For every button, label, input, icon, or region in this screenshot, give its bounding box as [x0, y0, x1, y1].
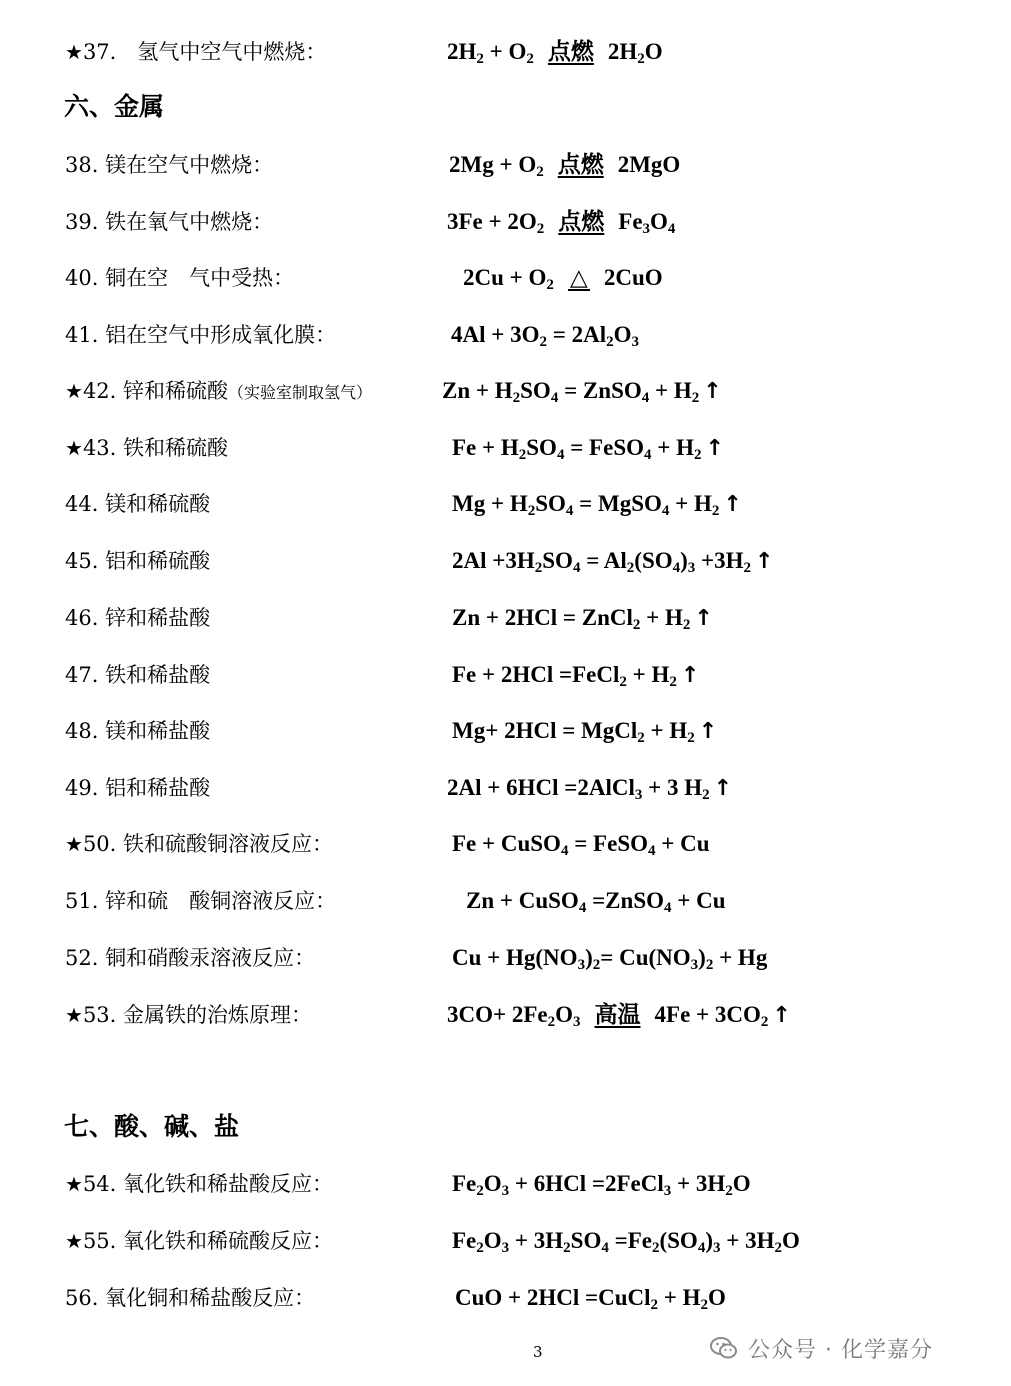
equation-reactants: Mg+ 2HCl = MgCl$_2$ + $H_2$ — [452, 718, 695, 746]
reaction-name: 51. 锌和硫 酸铜溶液反应： — [65, 889, 337, 913]
reaction-condition: 点燃 — [557, 152, 604, 177]
reaction-label — [65, 32, 326, 72]
star-icon: ★ — [65, 379, 83, 403]
reaction-label — [65, 315, 336, 355]
reaction-name: 54. 氧化铁和稀盐酸反应： — [82, 1172, 334, 1196]
reaction-label — [65, 1164, 333, 1204]
chemical-equation — [447, 768, 732, 809]
reaction-row — [0, 824, 1011, 864]
chemical-equation — [452, 938, 767, 978]
chemical-equation — [452, 428, 724, 469]
reaction-name: 39. 铁在氧气中燃烧： — [65, 210, 274, 234]
gas-up-arrow-icon: ↑ — [713, 776, 733, 801]
equation-reactants: $2H_2 + O_2$ — [447, 39, 534, 67]
reaction-name: 47. 铁和稀盐酸 — [65, 663, 211, 687]
reaction-label — [65, 768, 210, 808]
reaction-row — [0, 202, 1011, 242]
equation-products: 2MgO — [617, 152, 681, 177]
star-icon: ★ — [65, 40, 83, 64]
reaction-label — [65, 202, 273, 242]
reaction-label — [65, 655, 210, 695]
reaction-row — [0, 315, 1011, 355]
reaction-note: （实验室制取氢气） — [228, 383, 373, 402]
star-icon: ★ — [65, 436, 83, 460]
chemical-equation — [463, 258, 663, 298]
reaction-row — [0, 258, 1011, 298]
reaction-row — [0, 768, 1011, 808]
watermark — [710, 1328, 933, 1368]
chemical-equation — [452, 711, 717, 752]
reaction-row — [0, 995, 1011, 1035]
equation-reactants: $Cu + Hg(NO_3)_2= Cu(NO_3)_2 + Hg$ — [452, 945, 768, 973]
reaction-label — [65, 711, 210, 751]
reaction-label — [65, 881, 336, 921]
equation-products: 2CuO — [603, 265, 663, 290]
wechat-icon — [710, 1336, 738, 1360]
equation-products: $2H_2O$ — [607, 39, 663, 67]
gas-up-arrow-icon: ↑ — [694, 606, 713, 631]
chemical-equation — [452, 484, 742, 525]
chemical-equation — [452, 598, 713, 639]
reaction-name: 50. 铁和硫酸铜溶液反应： — [82, 832, 334, 856]
reaction-name: 43. 铁和稀硫酸 — [82, 436, 229, 460]
reaction-condition: 点燃 — [547, 39, 594, 64]
reaction-row — [0, 32, 1011, 72]
reaction-name: 56. 氧化铜和稀盐酸反应： — [65, 1286, 316, 1310]
chemical-equation — [447, 32, 663, 72]
reaction-label — [65, 598, 210, 638]
reaction-label — [65, 145, 273, 185]
chemical-equation — [442, 371, 722, 412]
gas-up-arrow-icon: ↑ — [755, 549, 774, 574]
reaction-name: 46. 锌和稀盐酸 — [65, 606, 211, 630]
chemical-equation — [452, 541, 773, 582]
section-heading-metals: 六、金属 — [64, 92, 165, 121]
reaction-condition: 点燃 — [558, 209, 605, 234]
reaction-row — [0, 655, 1011, 695]
reaction-name: 44. 镁和稀硫酸 — [65, 492, 211, 516]
gas-up-arrow-icon: ↑ — [772, 1003, 791, 1028]
chemical-equation — [447, 995, 791, 1036]
reaction-name: 45. 铝和稀硫酸 — [65, 549, 211, 573]
gas-up-arrow-icon: ↑ — [680, 663, 700, 688]
gas-up-arrow-icon: ↑ — [703, 379, 722, 404]
reaction-row — [0, 598, 1011, 638]
chemical-equation — [466, 881, 726, 921]
chemical-equation — [452, 1164, 751, 1204]
equation-reactants: $2Al +3H_2SO_4 = Al_2(SO_4)_3 +3H_2$ — [452, 548, 752, 576]
equation-reactants: $Mg + H_2SO_4$ = MgSO$_4$ + $H_2$ — [452, 491, 720, 519]
reaction-row — [0, 145, 1011, 185]
chemical-equation — [452, 655, 699, 696]
gas-up-arrow-icon: ↑ — [698, 719, 718, 744]
star-icon: ★ — [65, 1172, 83, 1196]
gas-up-arrow-icon: ↑ — [723, 492, 742, 517]
equation-reactants: $2Mg + O_2$ — [449, 152, 544, 180]
reaction-row — [0, 938, 1011, 978]
equation-products: $Fe_3O_4$ — [618, 209, 676, 237]
reaction-label — [65, 1221, 333, 1261]
reaction-row — [0, 371, 1011, 411]
reaction-row — [0, 428, 1011, 468]
reaction-name: 53. 金属铁的治炼原理： — [82, 1003, 313, 1027]
equation-reactants: $Fe_2O_3 + 6HCl$ =2FeCl$_3$ + $3H_2O$ — [452, 1171, 751, 1199]
reaction-name: 41. 铝在空气中形成氧化膜： — [65, 323, 337, 347]
equation-reactants: $Fe + H_2SO_4$ = FeSO$_4$ + $H_2$ — [452, 435, 702, 463]
reaction-label — [65, 371, 372, 413]
equation-reactants: Zn + CuSO$_4$ =ZnSO$_4$ + Cu — [466, 888, 726, 916]
equation-reactants: Fe + 2HCl =FeCl$_2$ + $H_2$ — [452, 662, 677, 690]
section-heading-acids-bases-salts: 七、酸、碱、盐 — [64, 1112, 240, 1141]
reaction-label — [65, 258, 294, 298]
equation-reactants: $3CO+ 2Fe_2O_3$ — [447, 1002, 581, 1030]
star-icon: ★ — [65, 1003, 83, 1027]
watermark-text: 公众号 · 化学嘉分 — [748, 1337, 933, 1363]
chemical-equation — [452, 824, 710, 864]
chemical-equation — [455, 1278, 726, 1318]
reaction-name: 52. 铜和硝酸汞溶液反应： — [65, 946, 316, 970]
reaction-name: 49. 铝和稀盐酸 — [65, 776, 211, 800]
equation-reactants: $Fe_2O_3 + 3H_2SO_4 =Fe_2(SO_4)_3 + 3H_2O$ — [452, 1228, 800, 1256]
reaction-label — [65, 1278, 315, 1318]
reaction-row — [0, 541, 1011, 581]
reaction-condition: 高温 — [594, 1002, 641, 1027]
equation-reactants: $2Cu + O_2$ — [463, 265, 554, 293]
reaction-row — [0, 1164, 1011, 1204]
chemical-equation — [447, 202, 675, 242]
equation-reactants: 2Al + 6HCl =2AlCl$_3$ + 3 $H_2$ — [447, 775, 710, 803]
reaction-label — [65, 995, 312, 1035]
gas-up-arrow-icon: ↑ — [705, 436, 724, 461]
reaction-row — [0, 711, 1011, 751]
equation-reactants: $Zn + H_2SO_4$ = ZnSO$_4$ + $H_2$ — [442, 378, 700, 406]
chemical-equation — [452, 1221, 800, 1261]
reaction-row — [0, 1278, 1011, 1318]
chemical-equation — [451, 315, 639, 355]
reaction-label — [65, 938, 315, 978]
equation-products: $4Fe + 3CO_2$ — [654, 1002, 769, 1030]
reaction-row — [0, 1221, 1011, 1261]
star-icon: ★ — [65, 1229, 83, 1253]
page-number: 3 — [533, 1343, 543, 1361]
equation-reactants: CuO + 2HCl =CuCl$_2$ + $H_2O$ — [455, 1285, 726, 1313]
reaction-row — [0, 484, 1011, 524]
reaction-label — [65, 484, 210, 524]
star-icon: ★ — [65, 832, 83, 856]
reaction-label — [65, 541, 210, 581]
reaction-name: 48. 镁和稀盐酸 — [65, 719, 211, 743]
equation-reactants: Fe + CuSO$_4$ = FeSO$_4$ + Cu — [452, 831, 710, 859]
equation-reactants: $3Fe + 2O_2$ — [447, 209, 545, 237]
reaction-name: 55. 氧化铁和稀硫酸反应： — [82, 1229, 334, 1253]
chemical-equation — [449, 145, 680, 185]
reaction-name: 38. 镁在空气中燃烧： — [65, 153, 274, 177]
reaction-name: 37. 氢气中空气中燃烧： — [82, 40, 327, 64]
reaction-name: 40. 铜在空 气中受热： — [65, 266, 295, 290]
reaction-label — [65, 824, 333, 864]
reaction-row — [0, 881, 1011, 921]
equation-reactants: Zn + 2HCl = ZnCl$_2$ + $H_2$ — [452, 605, 691, 633]
reaction-label — [65, 428, 228, 468]
heat-triangle-icon: △ — [568, 267, 590, 291]
reaction-name: 42. 锌和稀硫酸 — [82, 379, 229, 403]
equation-reactants: $4Al + 3O_2 = 2Al_2O_3$ — [451, 322, 639, 350]
